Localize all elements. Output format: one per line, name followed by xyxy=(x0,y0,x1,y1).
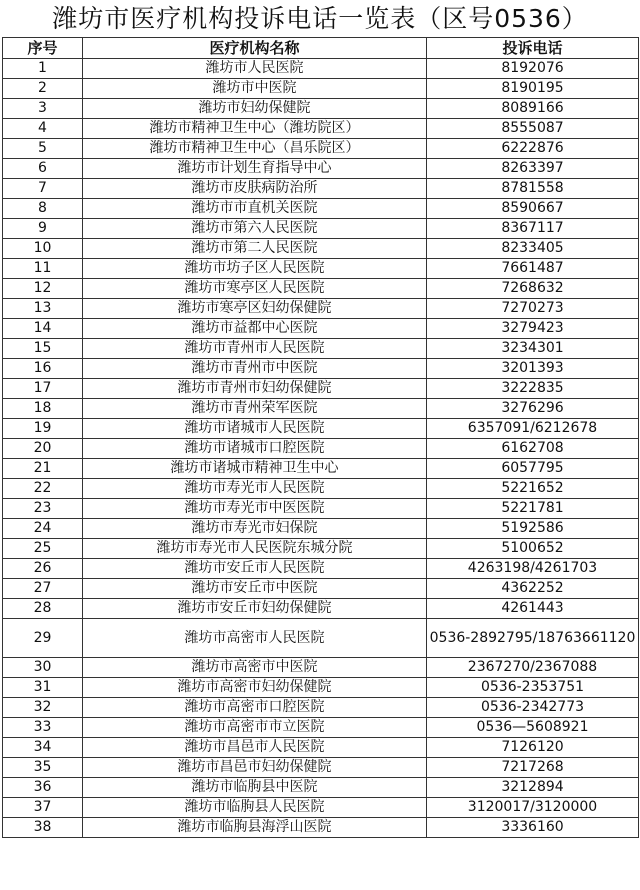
institution-name: 潍坊市临朐县人民医院 xyxy=(83,798,427,818)
row-number: 31 xyxy=(3,678,83,698)
institution-name: 潍坊市青州市人民医院 xyxy=(83,339,427,359)
table-row xyxy=(3,319,639,339)
institution-name: 潍坊市高密市市立医院 xyxy=(83,718,427,738)
institution-name: 潍坊市青州市中医院 xyxy=(83,359,427,379)
table-row xyxy=(3,459,639,479)
complaint-phone: 8233405 xyxy=(427,239,639,259)
complaint-phone: 3234301 xyxy=(427,339,639,359)
row-number: 23 xyxy=(3,499,83,519)
table-row xyxy=(3,619,639,658)
row-number: 36 xyxy=(3,778,83,798)
institution-name: 潍坊市昌邑市妇幼保健院 xyxy=(83,758,427,778)
row-number: 13 xyxy=(3,299,83,319)
row-number: 34 xyxy=(3,738,83,758)
row-number: 7 xyxy=(3,179,83,199)
table-body xyxy=(3,59,639,838)
complaint-phone: 0536—5608921 xyxy=(427,718,639,738)
institution-name: 潍坊市诸城市精神卫生中心 xyxy=(83,459,427,479)
table-row xyxy=(3,139,639,159)
table-row xyxy=(3,279,639,299)
row-number: 2 xyxy=(3,79,83,99)
institution-name: 潍坊市临朐县海浮山医院 xyxy=(83,818,427,838)
row-number: 26 xyxy=(3,559,83,579)
institution-name: 潍坊市精神卫生中心（昌乐院区） xyxy=(83,139,427,159)
institution-name: 潍坊市益都中心医院 xyxy=(83,319,427,339)
complaint-phone: 8367117 xyxy=(427,219,639,239)
institution-name: 潍坊市寒亭区人民医院 xyxy=(83,279,427,299)
row-number: 19 xyxy=(3,419,83,439)
institution-name: 潍坊市高密市人民医院 xyxy=(83,619,427,658)
row-number: 16 xyxy=(3,359,83,379)
institution-name: 潍坊市昌邑市人民医院 xyxy=(83,738,427,758)
table-row xyxy=(3,339,639,359)
institution-name: 潍坊市中医院 xyxy=(83,79,427,99)
complaint-phone: 3222835 xyxy=(427,379,639,399)
institution-name: 潍坊市寿光市中医医院 xyxy=(83,499,427,519)
table-row xyxy=(3,199,639,219)
table-row xyxy=(3,579,639,599)
row-number: 5 xyxy=(3,139,83,159)
row-number: 37 xyxy=(3,798,83,818)
institution-name: 潍坊市青州荣军医院 xyxy=(83,399,427,419)
complaint-phone: 3120017/3120000 xyxy=(427,798,639,818)
table-row xyxy=(3,678,639,698)
table-row xyxy=(3,239,639,259)
complaint-phone: 6357091/6212678 xyxy=(427,419,639,439)
institution-name: 潍坊市第二人民医院 xyxy=(83,239,427,259)
table-row xyxy=(3,119,639,139)
row-number: 28 xyxy=(3,599,83,619)
institution-name: 潍坊市寿光市人民医院东城分院 xyxy=(83,539,427,559)
institution-name: 潍坊市高密市妇幼保健院 xyxy=(83,678,427,698)
row-number: 35 xyxy=(3,758,83,778)
institution-name: 潍坊市安丘市中医院 xyxy=(83,579,427,599)
table-row xyxy=(3,359,639,379)
column-header-phone: 投诉电话 xyxy=(427,38,639,59)
row-number: 25 xyxy=(3,539,83,559)
row-number: 4 xyxy=(3,119,83,139)
complaint-phone: 0536-2892795/18763661120 xyxy=(427,619,639,658)
row-number: 8 xyxy=(3,199,83,219)
table-row xyxy=(3,379,639,399)
complaint-phone: 6162708 xyxy=(427,439,639,459)
complaint-phone-table xyxy=(2,37,639,838)
institution-name: 潍坊市人民医院 xyxy=(83,59,427,79)
complaint-phone: 8192076 xyxy=(427,59,639,79)
complaint-phone: 8089166 xyxy=(427,99,639,119)
complaint-phone: 0536-2342773 xyxy=(427,698,639,718)
table-row xyxy=(3,79,639,99)
complaint-phone: 7217268 xyxy=(427,758,639,778)
table-header-row xyxy=(3,38,639,59)
complaint-phone: 8190195 xyxy=(427,79,639,99)
row-number: 15 xyxy=(3,339,83,359)
institution-name: 潍坊市市直机关医院 xyxy=(83,199,427,219)
complaint-phone: 4362252 xyxy=(427,579,639,599)
institution-name: 潍坊市寿光市人民医院 xyxy=(83,479,427,499)
institution-name: 潍坊市高密市中医院 xyxy=(83,658,427,678)
table-row xyxy=(3,818,639,838)
institution-name: 潍坊市皮肤病防治所 xyxy=(83,179,427,199)
table-row xyxy=(3,599,639,619)
complaint-phone: 6057795 xyxy=(427,459,639,479)
complaint-phone: 5100652 xyxy=(427,539,639,559)
complaint-phone: 5192586 xyxy=(427,519,639,539)
row-number: 32 xyxy=(3,698,83,718)
institution-name: 潍坊市寒亭区妇幼保健院 xyxy=(83,299,427,319)
row-number: 38 xyxy=(3,818,83,838)
row-number: 11 xyxy=(3,259,83,279)
table-row xyxy=(3,758,639,778)
table-row xyxy=(3,439,639,459)
complaint-phone: 7270273 xyxy=(427,299,639,319)
table-row xyxy=(3,219,639,239)
row-number: 1 xyxy=(3,59,83,79)
complaint-phone: 8263397 xyxy=(427,159,639,179)
row-number: 20 xyxy=(3,439,83,459)
complaint-phone: 3201393 xyxy=(427,359,639,379)
table-row xyxy=(3,519,639,539)
row-number: 18 xyxy=(3,399,83,419)
institution-name: 潍坊市青州市妇幼保健院 xyxy=(83,379,427,399)
complaint-phone: 8555087 xyxy=(427,119,639,139)
table-row xyxy=(3,419,639,439)
complaint-phone: 4261443 xyxy=(427,599,639,619)
row-number: 29 xyxy=(3,619,83,658)
complaint-phone: 7268632 xyxy=(427,279,639,299)
table-row xyxy=(3,499,639,519)
table-row xyxy=(3,479,639,499)
table-row xyxy=(3,539,639,559)
table-row xyxy=(3,778,639,798)
institution-name: 潍坊市安丘市人民医院 xyxy=(83,559,427,579)
complaint-phone: 3279423 xyxy=(427,319,639,339)
table-row xyxy=(3,99,639,119)
row-number: 27 xyxy=(3,579,83,599)
table-row xyxy=(3,658,639,678)
row-number: 21 xyxy=(3,459,83,479)
institution-name: 潍坊市诸城市人民医院 xyxy=(83,419,427,439)
institution-name: 潍坊市安丘市妇幼保健院 xyxy=(83,599,427,619)
column-header-number: 序号 xyxy=(3,38,83,59)
table-row xyxy=(3,159,639,179)
row-number: 22 xyxy=(3,479,83,499)
table-row xyxy=(3,559,639,579)
complaint-phone: 3336160 xyxy=(427,818,639,838)
table-row xyxy=(3,299,639,319)
institution-name: 潍坊市临朐县中医院 xyxy=(83,778,427,798)
complaint-phone: 7661487 xyxy=(427,259,639,279)
institution-name: 潍坊市第六人民医院 xyxy=(83,219,427,239)
row-number: 24 xyxy=(3,519,83,539)
table-row xyxy=(3,259,639,279)
complaint-phone: 5221652 xyxy=(427,479,639,499)
column-header-institution: 医疗机构名称 xyxy=(83,38,427,59)
institution-name: 潍坊市高密市口腔医院 xyxy=(83,698,427,718)
complaint-phone: 0536-2353751 xyxy=(427,678,639,698)
row-number: 10 xyxy=(3,239,83,259)
complaint-phone: 4263198/4261703 xyxy=(427,559,639,579)
complaint-phone: 6222876 xyxy=(427,139,639,159)
table-row xyxy=(3,59,639,79)
row-number: 14 xyxy=(3,319,83,339)
institution-name: 潍坊市坊子区人民医院 xyxy=(83,259,427,279)
row-number: 6 xyxy=(3,159,83,179)
institution-name: 潍坊市计划生育指导中心 xyxy=(83,159,427,179)
page-title: 潍坊市医疗机构投诉电话一览表（区号0536） xyxy=(52,4,588,33)
row-number: 30 xyxy=(3,658,83,678)
row-number: 9 xyxy=(3,219,83,239)
table-row xyxy=(3,399,639,419)
complaint-phone: 8590667 xyxy=(427,199,639,219)
table-row xyxy=(3,179,639,199)
complaint-phone: 8781558 xyxy=(427,179,639,199)
complaint-phone: 3212894 xyxy=(427,778,639,798)
table-row xyxy=(3,738,639,758)
institution-name: 潍坊市精神卫生中心（潍坊院区） xyxy=(83,119,427,139)
table-row xyxy=(3,798,639,818)
complaint-phone: 3276296 xyxy=(427,399,639,419)
institution-name: 潍坊市诸城市口腔医院 xyxy=(83,439,427,459)
complaint-phone: 7126120 xyxy=(427,738,639,758)
table-row xyxy=(3,718,639,738)
row-number: 3 xyxy=(3,99,83,119)
complaint-phone: 5221781 xyxy=(427,499,639,519)
row-number: 12 xyxy=(3,279,83,299)
institution-name: 潍坊市妇幼保健院 xyxy=(83,99,427,119)
complaint-phone: 2367270/2367088 xyxy=(427,658,639,678)
institution-name: 潍坊市寿光市妇保院 xyxy=(83,519,427,539)
table-row xyxy=(3,698,639,718)
row-number: 17 xyxy=(3,379,83,399)
row-number: 33 xyxy=(3,718,83,738)
